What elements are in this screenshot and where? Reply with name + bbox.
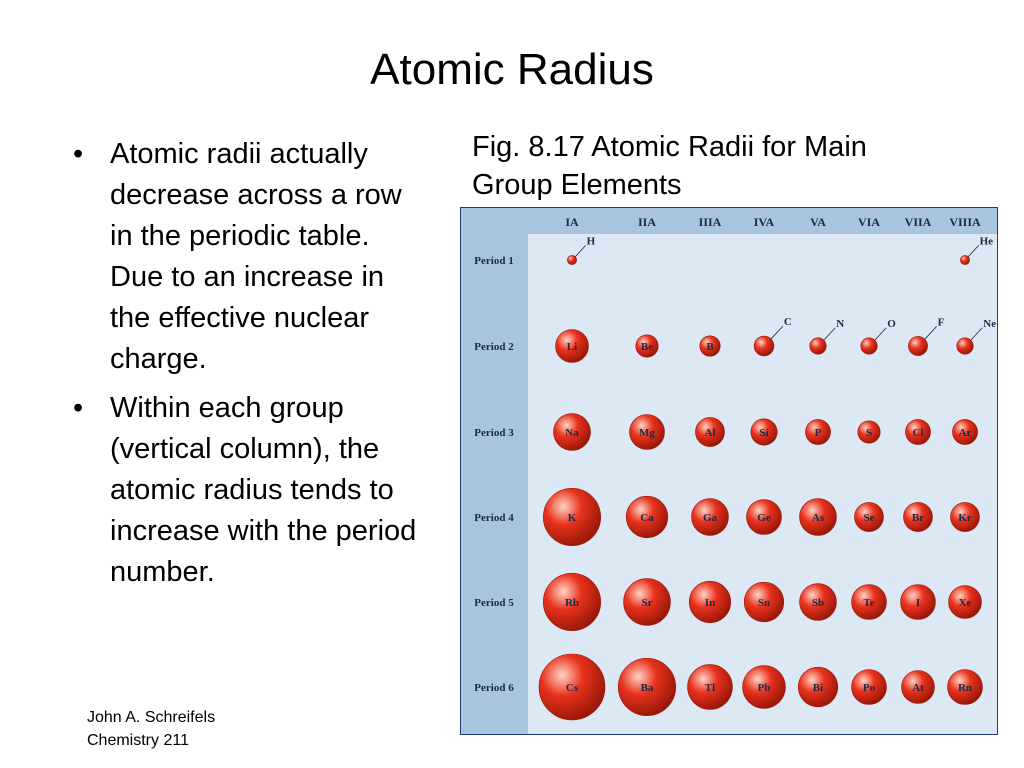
footer-course: Chemistry 211: [87, 732, 189, 749]
element-symbol: Tl: [704, 682, 716, 694]
bullet-list: [70, 134, 420, 601]
group-label: VIIA: [904, 215, 932, 229]
group-label: VIIIA: [949, 215, 981, 229]
element-symbol: F: [937, 316, 945, 329]
figure-caption-line: Group Elements: [472, 169, 682, 201]
element-symbol: Kr: [958, 512, 972, 524]
group-label: VIA: [857, 215, 881, 229]
element-symbol: Ba: [640, 682, 654, 694]
slide-footer: [87, 706, 215, 752]
element-symbol: H: [586, 235, 596, 248]
group-label: VA: [810, 215, 826, 229]
plot-background: [528, 234, 997, 734]
element-symbol: I: [915, 597, 921, 609]
element-symbol: Ca: [640, 512, 654, 524]
element-symbol: Rb: [564, 597, 580, 609]
figure-caption: [472, 128, 992, 204]
element-symbol: Si: [759, 427, 769, 439]
element-symbol: Xe: [958, 597, 972, 609]
element-symbol: Ge: [757, 512, 771, 524]
element-symbol: Na: [565, 427, 579, 439]
element-symbol: Ne: [983, 317, 997, 330]
group-label: IA: [565, 215, 579, 229]
element-symbol: Cl: [912, 427, 924, 439]
element-symbol: At: [912, 682, 924, 694]
element-symbol: In: [704, 597, 716, 609]
element-symbol: Sb: [811, 597, 825, 609]
bullet-item: [70, 134, 420, 380]
group-label: IIA: [637, 215, 657, 229]
element-symbol: Se: [863, 512, 875, 524]
period-label: Period 3: [474, 427, 514, 439]
period-label: Period 1: [474, 255, 514, 267]
atomic-radii-diagram: [459, 206, 999, 736]
element-symbol: K: [567, 512, 577, 524]
period-label: Period 6: [474, 682, 514, 694]
period-label: Period 5: [474, 597, 514, 609]
bullet-glyph: •: [73, 138, 84, 170]
element-symbol: He: [979, 235, 994, 248]
element-symbol: Sn: [757, 597, 771, 609]
element-symbol: O: [887, 317, 896, 330]
element-symbol: N: [836, 317, 845, 330]
period-label: Period 2: [474, 341, 514, 353]
bullet-text: Atomic radii actually decrease across a row in the periodic table. Due to an increase in the effective nuclear charge.: [110, 138, 402, 375]
bullet-text: Within each group (vertical column), the atomic radius tends to increase with the period number.: [110, 392, 417, 588]
footer-author: John A. Schreifels: [87, 709, 216, 726]
group-label: IIIA: [698, 215, 722, 229]
figure-caption-line: Fig. 8.17 Atomic Radii for Main: [472, 131, 867, 163]
element-symbol: Br: [911, 512, 925, 524]
element-symbol: Al: [704, 427, 716, 439]
element-symbol: Ga: [702, 512, 718, 524]
element-symbol: Rn: [957, 682, 973, 694]
element-symbol: B: [706, 341, 714, 353]
element-symbol: As: [811, 512, 825, 524]
bullet-glyph: •: [73, 392, 84, 424]
element-symbol: Sr: [641, 597, 653, 609]
group-label: IVA: [753, 215, 775, 229]
element-symbol: Li: [566, 341, 578, 353]
period-header-band: [461, 208, 528, 734]
atomic-radii-figure: [459, 206, 999, 736]
element-symbol: C: [783, 316, 792, 329]
element-symbol: Po: [862, 682, 876, 694]
atom-sphere: [908, 336, 927, 355]
bullet-item: [70, 388, 420, 593]
period-label: Period 4: [474, 512, 514, 524]
element-symbol: Cs: [565, 682, 579, 694]
element-symbol: Bi: [812, 682, 824, 694]
element-symbol: S: [865, 427, 873, 439]
element-symbol: Be: [640, 341, 654, 353]
slide-title: Atomic Radius: [370, 45, 654, 94]
element-symbol: Pb: [757, 682, 771, 694]
element-symbol: Te: [863, 597, 875, 609]
element-symbol: P: [814, 427, 822, 439]
element-symbol: Mg: [639, 427, 655, 439]
element-symbol: Ar: [958, 427, 972, 439]
